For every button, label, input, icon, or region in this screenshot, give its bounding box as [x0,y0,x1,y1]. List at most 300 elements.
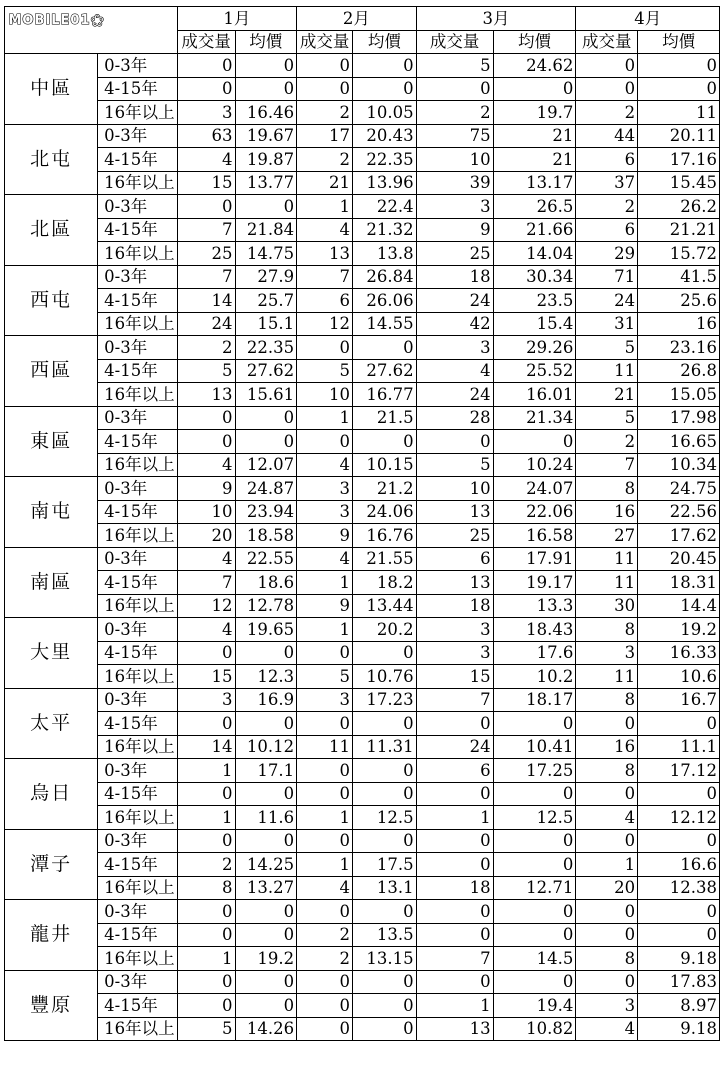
volume-cell: 0 [576,923,638,947]
age-range-cell: 0-3年 [98,195,178,219]
price-cell: 27.9 [235,265,297,289]
table-row [5,994,720,1018]
volume-cell: 0 [576,712,638,736]
volume-cell: 1 [297,806,353,830]
price-cell: 18.17 [493,688,576,712]
volume-cell: 0 [297,1017,353,1041]
age-range-cell: 0-3年 [98,406,178,430]
table-row [5,477,720,501]
volume-cell: 14 [177,735,235,759]
housing-transaction-table [4,6,720,1041]
age-range-cell: 0-3年 [98,829,178,853]
price-cell: 15.61 [235,383,297,407]
table-row [5,359,720,383]
price-cell: 0 [493,923,576,947]
price-cell: 17.83 [638,970,720,994]
age-range-cell: 0-3年 [98,618,178,642]
volume-cell: 5 [177,1017,235,1041]
price-cell: 14.04 [493,242,576,266]
volume-cell: 0 [177,829,235,853]
volume-cell: 39 [416,171,493,195]
volume-cell: 11 [576,571,638,595]
table-row [5,1017,720,1041]
age-range-cell: 0-3年 [98,477,178,501]
volume-cell: 8 [576,688,638,712]
price-cell: 22.56 [638,500,720,524]
volume-cell: 0 [416,923,493,947]
price-cell: 0 [638,712,720,736]
price-cell: 25.52 [493,359,576,383]
district-cell: 北區 [5,195,98,266]
volume-cell: 13 [416,500,493,524]
price-cell: 0 [353,1017,417,1041]
volume-cell: 3 [416,641,493,665]
price-cell: 12.3 [235,665,297,689]
volume-cell: 5 [297,359,353,383]
price-cell: 16.76 [353,524,417,548]
volume-cell: 8 [576,759,638,783]
volume-cell: 24 [177,312,235,336]
volume-cell: 2 [297,101,353,125]
price-cell: 17.25 [493,759,576,783]
price-cell: 0 [235,994,297,1018]
volume-cell: 10 [177,500,235,524]
price-cell: 13.77 [235,171,297,195]
price-cell: 18.31 [638,571,720,595]
volume-cell: 0 [576,782,638,806]
volume-cell: 7 [177,218,235,242]
volume-cell: 13 [177,383,235,407]
volume-cell: 0 [416,970,493,994]
age-range-cell: 0-3年 [98,688,178,712]
price-cell: 22.35 [235,336,297,360]
district-cell: 中區 [5,54,98,125]
price-cell: 17.23 [353,688,417,712]
age-range-cell: 4-15年 [98,923,178,947]
volume-cell: 0 [576,970,638,994]
table-row [5,77,720,101]
age-range-cell: 4-15年 [98,641,178,665]
price-cell: 0 [493,430,576,454]
table-row [5,618,720,642]
price-cell: 0 [353,829,417,853]
price-cell: 24.06 [353,500,417,524]
volume-cell: 24 [416,735,493,759]
age-range-cell: 16年以上 [98,383,178,407]
age-range-cell: 0-3年 [98,970,178,994]
price-cell: 16.9 [235,688,297,712]
price-cell: 0 [235,782,297,806]
volume-cell: 63 [177,124,235,148]
age-range-cell: 4-15年 [98,148,178,172]
volume-cell: 2 [297,923,353,947]
volume-cell: 0 [297,430,353,454]
volume-cell: 3 [297,477,353,501]
volume-cell: 0 [576,900,638,924]
price-cell: 17.62 [638,524,720,548]
price-cell: 0 [353,900,417,924]
price-cell: 20.11 [638,124,720,148]
age-range-cell: 16年以上 [98,101,178,125]
price-cell: 26.8 [638,359,720,383]
price-cell: 21.5 [353,406,417,430]
volume-cell: 11 [576,547,638,571]
table-row [5,336,720,360]
price-cell: 26.5 [493,195,576,219]
volume-cell: 0 [177,970,235,994]
price-cell: 12.5 [493,806,576,830]
price-cell: 21 [493,124,576,148]
price-cell: 24.75 [638,477,720,501]
district-cell: 西區 [5,336,98,407]
volume-cell: 0 [297,900,353,924]
table-row [5,101,720,125]
age-range-cell: 0-3年 [98,124,178,148]
volume-cell: 4 [177,453,235,477]
price-cell: 0 [638,54,720,78]
volume-cell: 1 [177,806,235,830]
volume-cell: 75 [416,124,493,148]
volume-cell: 8 [177,876,235,900]
price-cell: 14.4 [638,594,720,618]
price-cell: 19.65 [235,618,297,642]
volume-cell: 0 [297,782,353,806]
volume-cell: 0 [297,994,353,1018]
price-cell: 13.44 [353,594,417,618]
price-cell: 22.06 [493,500,576,524]
month-header-1: 1月 [177,7,296,31]
table-row [5,594,720,618]
table-row [5,735,720,759]
volume-cell: 3 [297,500,353,524]
price-cell: 0 [235,406,297,430]
table-row [5,430,720,454]
district-cell: 西屯 [5,265,98,336]
volume-cell: 2 [416,101,493,125]
volume-cell: 0 [177,712,235,736]
table-row [5,124,720,148]
volume-cell: 0 [576,54,638,78]
volume-cell: 0 [416,900,493,924]
volume-cell: 13 [416,1017,493,1041]
price-cell: 0 [353,430,417,454]
volume-cell: 4 [177,148,235,172]
price-cell: 15.72 [638,242,720,266]
volume-cell: 8 [576,477,638,501]
volume-cell: 29 [576,242,638,266]
price-cell: 0 [235,900,297,924]
district-cell: 烏日 [5,759,98,830]
price-cell: 21.84 [235,218,297,242]
volume-cell: 15 [177,171,235,195]
age-range-cell: 16年以上 [98,453,178,477]
price-cell: 20.2 [353,618,417,642]
price-cell: 16.7 [638,688,720,712]
price-cell: 26.84 [353,265,417,289]
volume-cell: 0 [297,712,353,736]
price-cell: 0 [235,430,297,454]
price-cell: 16.46 [235,101,297,125]
volume-cell: 7 [416,947,493,971]
price-cell: 25.6 [638,289,720,313]
volume-cell: 0 [177,900,235,924]
price-cell: 15.45 [638,171,720,195]
price-cell: 0 [235,77,297,101]
month-header-4: 4月 [576,7,720,31]
price-cell: 22.35 [353,148,417,172]
price-cell: 0 [493,712,576,736]
price-cell: 0 [235,712,297,736]
age-range-cell: 16年以上 [98,594,178,618]
price-cell: 22.55 [235,547,297,571]
price-cell: 10.41 [493,735,576,759]
age-range-cell: 0-3年 [98,54,178,78]
price-cell: 13.3 [493,594,576,618]
district-cell: 南屯 [5,477,98,548]
age-range-cell: 16年以上 [98,312,178,336]
volume-cell: 7 [297,265,353,289]
price-cell: 17.1 [235,759,297,783]
price-cell: 24.62 [493,54,576,78]
table-row [5,148,720,172]
volume-cell: 1 [297,618,353,642]
price-cell: 10.34 [638,453,720,477]
volume-cell: 0 [297,641,353,665]
table-row [5,500,720,524]
price-header: 均價 [638,30,720,54]
price-cell: 18.43 [493,618,576,642]
table-row [5,900,720,924]
age-range-cell: 4-15年 [98,359,178,383]
age-range-cell: 4-15年 [98,218,178,242]
volume-cell: 6 [416,547,493,571]
price-cell: 9.18 [638,1017,720,1041]
price-cell: 19.7 [493,101,576,125]
volume-cell: 11 [576,359,638,383]
price-header: 均價 [493,30,576,54]
volume-cell: 5 [416,453,493,477]
price-cell: 23.16 [638,336,720,360]
table-row [5,242,720,266]
volume-header: 成交量 [576,30,638,54]
price-cell: 19.4 [493,994,576,1018]
volume-cell: 20 [177,524,235,548]
volume-cell: 8 [576,618,638,642]
volume-cell: 24 [416,383,493,407]
volume-cell: 4 [416,359,493,383]
volume-cell: 6 [576,148,638,172]
volume-cell: 0 [177,77,235,101]
price-cell: 13.15 [353,947,417,971]
volume-cell: 0 [177,641,235,665]
price-cell: 10.15 [353,453,417,477]
month-header-3: 3月 [416,7,576,31]
volume-cell: 4 [177,547,235,571]
table-row [5,571,720,595]
district-cell: 南區 [5,547,98,618]
price-cell: 0 [353,336,417,360]
volume-cell: 7 [416,688,493,712]
volume-cell: 20 [576,876,638,900]
volume-cell: 2 [177,336,235,360]
price-cell: 16.65 [638,430,720,454]
volume-cell: 25 [177,242,235,266]
volume-cell: 16 [576,500,638,524]
price-cell: 27.62 [235,359,297,383]
price-cell: 22.4 [353,195,417,219]
price-cell: 0 [493,782,576,806]
volume-cell: 30 [576,594,638,618]
table-row [5,876,720,900]
age-range-cell: 4-15年 [98,712,178,736]
price-cell: 17.98 [638,406,720,430]
price-cell: 12.5 [353,806,417,830]
volume-cell: 0 [177,406,235,430]
price-cell: 17.6 [493,641,576,665]
price-cell: 30.34 [493,265,576,289]
volume-cell: 0 [416,430,493,454]
volume-cell: 11 [576,665,638,689]
table-row [5,712,720,736]
volume-cell: 4 [297,876,353,900]
volume-cell: 9 [297,594,353,618]
volume-cell: 0 [297,970,353,994]
corner-cell [5,7,178,54]
price-cell: 15.1 [235,312,297,336]
volume-cell: 1 [297,406,353,430]
age-range-cell: 16年以上 [98,242,178,266]
price-cell: 13.1 [353,876,417,900]
volume-cell: 6 [297,289,353,313]
price-cell: 0 [353,782,417,806]
price-cell: 0 [235,195,297,219]
price-cell: 41.5 [638,265,720,289]
volume-cell: 0 [416,77,493,101]
volume-cell: 0 [297,77,353,101]
price-cell: 0 [493,970,576,994]
volume-cell: 31 [576,312,638,336]
volume-cell: 0 [576,829,638,853]
price-cell: 17.91 [493,547,576,571]
volume-cell: 0 [177,782,235,806]
price-cell: 9.18 [638,947,720,971]
age-range-cell: 4-15年 [98,853,178,877]
volume-cell: 4 [297,547,353,571]
volume-cell: 2 [576,430,638,454]
price-cell: 18.2 [353,571,417,595]
price-cell: 0 [353,54,417,78]
volume-cell: 7 [177,571,235,595]
table-body [5,7,720,1041]
volume-cell: 7 [177,265,235,289]
volume-cell: 24 [576,289,638,313]
price-cell: 0 [353,641,417,665]
volume-cell: 2 [177,853,235,877]
volume-cell: 0 [297,759,353,783]
table-row [5,547,720,571]
volume-cell: 10 [416,148,493,172]
price-cell: 0 [493,77,576,101]
price-cell: 19.17 [493,571,576,595]
volume-cell: 4 [576,1017,638,1041]
price-cell: 18.6 [235,571,297,595]
price-cell: 20.45 [638,547,720,571]
volume-cell: 42 [416,312,493,336]
age-range-cell: 4-15年 [98,289,178,313]
age-range-cell: 16年以上 [98,665,178,689]
price-cell: 14.75 [235,242,297,266]
price-cell: 17.12 [638,759,720,783]
price-cell: 12.07 [235,453,297,477]
volume-cell: 25 [416,242,493,266]
volume-cell: 17 [297,124,353,148]
table-row [5,312,720,336]
volume-cell: 1 [297,853,353,877]
price-cell: 14.25 [235,853,297,877]
price-cell: 27.62 [353,359,417,383]
price-cell: 0 [638,900,720,924]
volume-cell: 3 [416,195,493,219]
price-cell: 12.78 [235,594,297,618]
district-cell: 東區 [5,406,98,477]
volume-cell: 10 [297,383,353,407]
table-row [5,923,720,947]
price-cell: 21 [493,148,576,172]
table-row [5,195,720,219]
volume-cell: 5 [297,665,353,689]
volume-cell: 0 [576,77,638,101]
price-cell: 19.2 [638,618,720,642]
table-row [5,688,720,712]
price-cell: 24.07 [493,477,576,501]
price-cell: 13.17 [493,171,576,195]
price-cell: 23.94 [235,500,297,524]
price-cell: 0 [235,923,297,947]
table-row [5,970,720,994]
table-row [5,782,720,806]
volume-cell: 11 [297,735,353,759]
volume-header: 成交量 [297,30,353,54]
volume-cell: 10 [416,477,493,501]
table-row [5,641,720,665]
volume-cell: 0 [416,782,493,806]
price-cell: 0 [235,970,297,994]
price-cell: 11.31 [353,735,417,759]
volume-cell: 3 [416,336,493,360]
volume-cell: 25 [416,524,493,548]
volume-cell: 28 [416,406,493,430]
price-cell: 10.24 [493,453,576,477]
volume-cell: 9 [177,477,235,501]
price-cell: 0 [493,829,576,853]
volume-cell: 12 [297,312,353,336]
price-cell: 16.01 [493,383,576,407]
volume-cell: 6 [576,218,638,242]
volume-cell: 14 [177,289,235,313]
price-cell: 19.87 [235,148,297,172]
volume-cell: 1 [177,947,235,971]
volume-cell: 9 [416,218,493,242]
price-cell: 0 [353,994,417,1018]
volume-cell: 18 [416,594,493,618]
volume-cell: 2 [297,947,353,971]
district-cell: 大里 [5,618,98,689]
volume-cell: 24 [416,289,493,313]
table-row [5,947,720,971]
volume-cell: 13 [297,242,353,266]
price-cell: 0 [493,900,576,924]
district-cell: 龍井 [5,900,98,971]
